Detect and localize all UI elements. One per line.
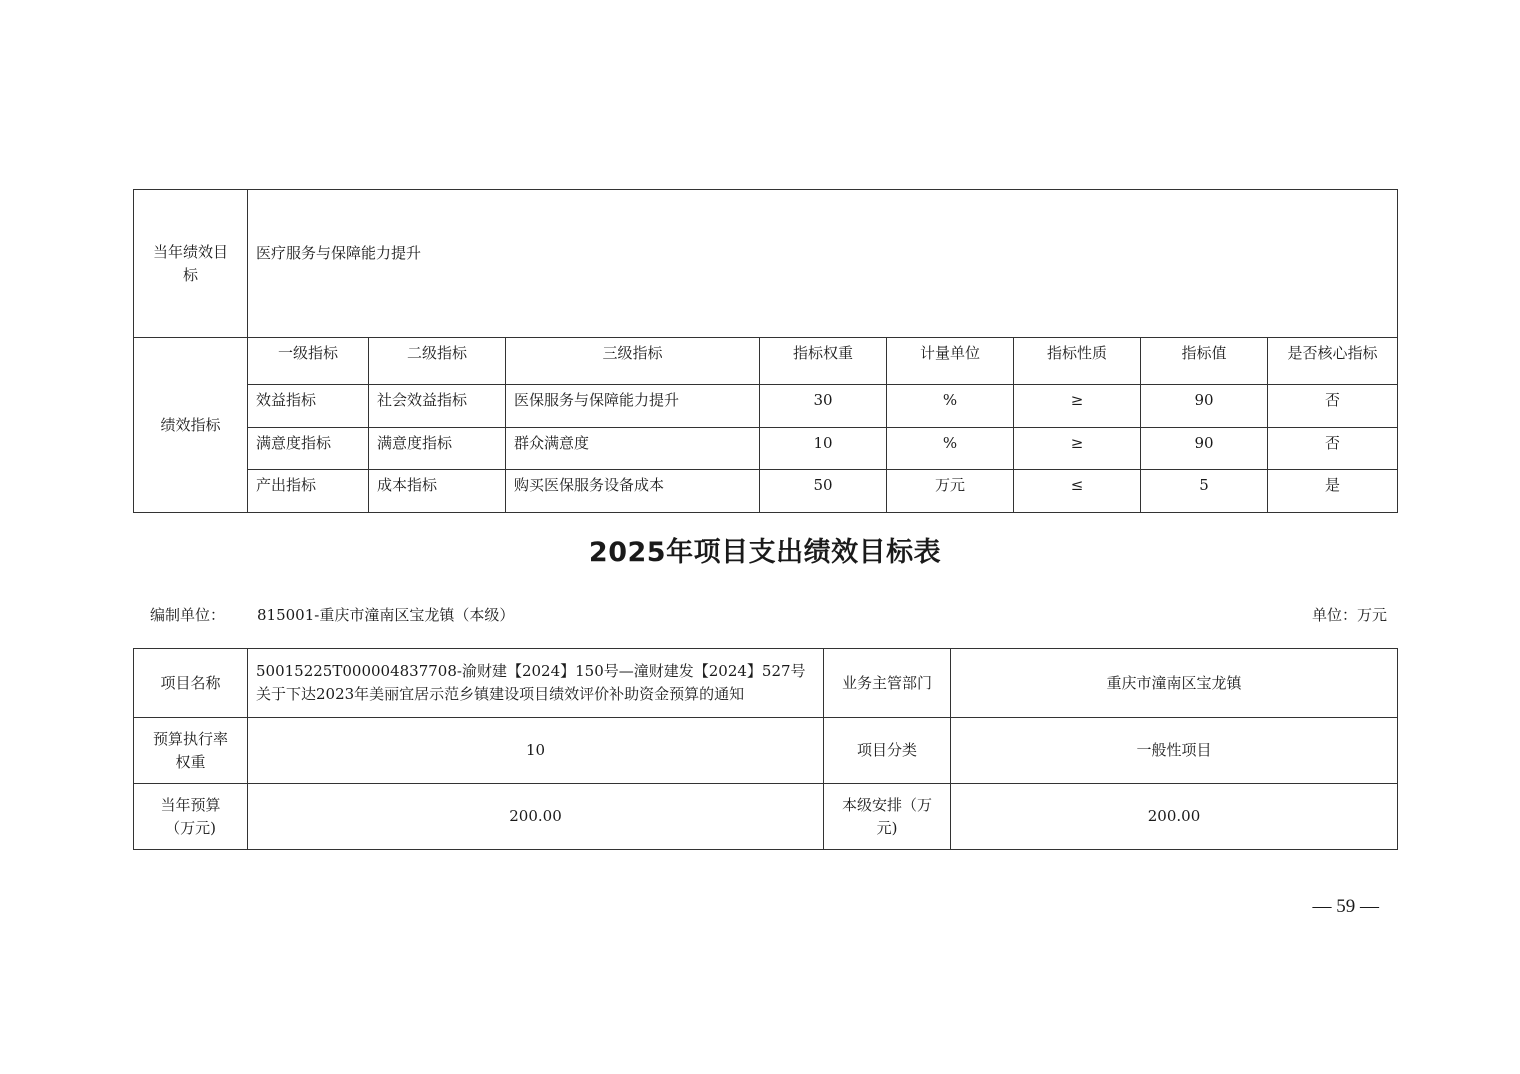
header-value: 指标值 <box>1141 338 1268 385</box>
category-label: 项目分类 <box>824 718 951 784</box>
header-level1: 一级指标 <box>248 338 369 385</box>
cell-level1: 效益指标 <box>248 385 369 428</box>
cell-nature: ≤ <box>1014 470 1141 513</box>
performance-goal-table <box>133 189 1398 513</box>
page-number: — 59 — <box>1312 896 1379 917</box>
project-info-table <box>133 648 1398 850</box>
cell-core: 否 <box>1268 428 1398 470</box>
header-unit: 计量单位 <box>887 338 1014 385</box>
indicators-label: 绩效指标 <box>134 338 248 513</box>
table-row <box>134 428 1398 470</box>
cell-unit: 万元 <box>887 470 1014 513</box>
dept-value: 重庆市潼南区宝龙镇 <box>951 649 1398 718</box>
cell-nature: ≥ <box>1014 428 1141 470</box>
project-name-label: 项目名称 <box>134 649 248 718</box>
budget-value: 200.00 <box>248 784 824 850</box>
cell-level3: 群众满意度 <box>506 428 760 470</box>
goal-label: 当年绩效目标 <box>134 190 248 338</box>
cell-core: 否 <box>1268 385 1398 428</box>
goal-text: 医疗服务与保障能力提升 <box>248 190 1398 338</box>
header-level3: 三级指标 <box>506 338 760 385</box>
dept-label: 业务主管部门 <box>824 649 951 718</box>
cell-weight: 30 <box>760 385 887 428</box>
cell-level2: 满意度指标 <box>369 428 506 470</box>
header-core: 是否核心指标 <box>1268 338 1398 385</box>
header-level2: 二级指标 <box>369 338 506 385</box>
cell-level2: 社会效益指标 <box>369 385 506 428</box>
rate-label: 预算执行率权重 <box>134 718 248 784</box>
cell-weight: 50 <box>760 470 887 513</box>
arrange-label: 本级安排（万元) <box>824 784 951 850</box>
page-title: 2025年项目支出绩效目标表 <box>588 537 942 568</box>
cell-nature: ≥ <box>1014 385 1141 428</box>
currency-unit: 单位：万元 <box>1311 606 1387 624</box>
cell-unit: % <box>887 428 1014 470</box>
rate-value: 10 <box>248 718 824 784</box>
budget-label: 当年预算（万元) <box>134 784 248 850</box>
cell-level2: 成本指标 <box>369 470 506 513</box>
cell-value: 5 <box>1141 470 1268 513</box>
cell-value: 90 <box>1141 385 1268 428</box>
cell-value: 90 <box>1141 428 1268 470</box>
cell-level3: 购买医保服务设备成本 <box>506 470 760 513</box>
compiling-unit-label: 编制单位： <box>150 606 226 624</box>
table-row <box>134 385 1398 428</box>
project-name-value: 50015225T000004837708-渝财建【2024】150号—潼财建发【2024】527号关于下达2023年美丽宜居示范乡镇建设项目绩效评价补助资金预算的通知 <box>248 649 824 718</box>
category-value: 一般性项目 <box>951 718 1398 784</box>
header-nature: 指标性质 <box>1014 338 1141 385</box>
header-weight: 指标权重 <box>760 338 887 385</box>
cell-level3: 医保服务与保障能力提升 <box>506 385 760 428</box>
cell-level1: 满意度指标 <box>248 428 369 470</box>
cell-level1: 产出指标 <box>248 470 369 513</box>
cell-weight: 10 <box>760 428 887 470</box>
arrange-value: 200.00 <box>951 784 1398 850</box>
table-row <box>134 470 1398 513</box>
compiling-unit-value: 815001-重庆市潼南区宝龙镇（本级） <box>257 606 515 624</box>
cell-unit: % <box>887 385 1014 428</box>
cell-core: 是 <box>1268 470 1398 513</box>
